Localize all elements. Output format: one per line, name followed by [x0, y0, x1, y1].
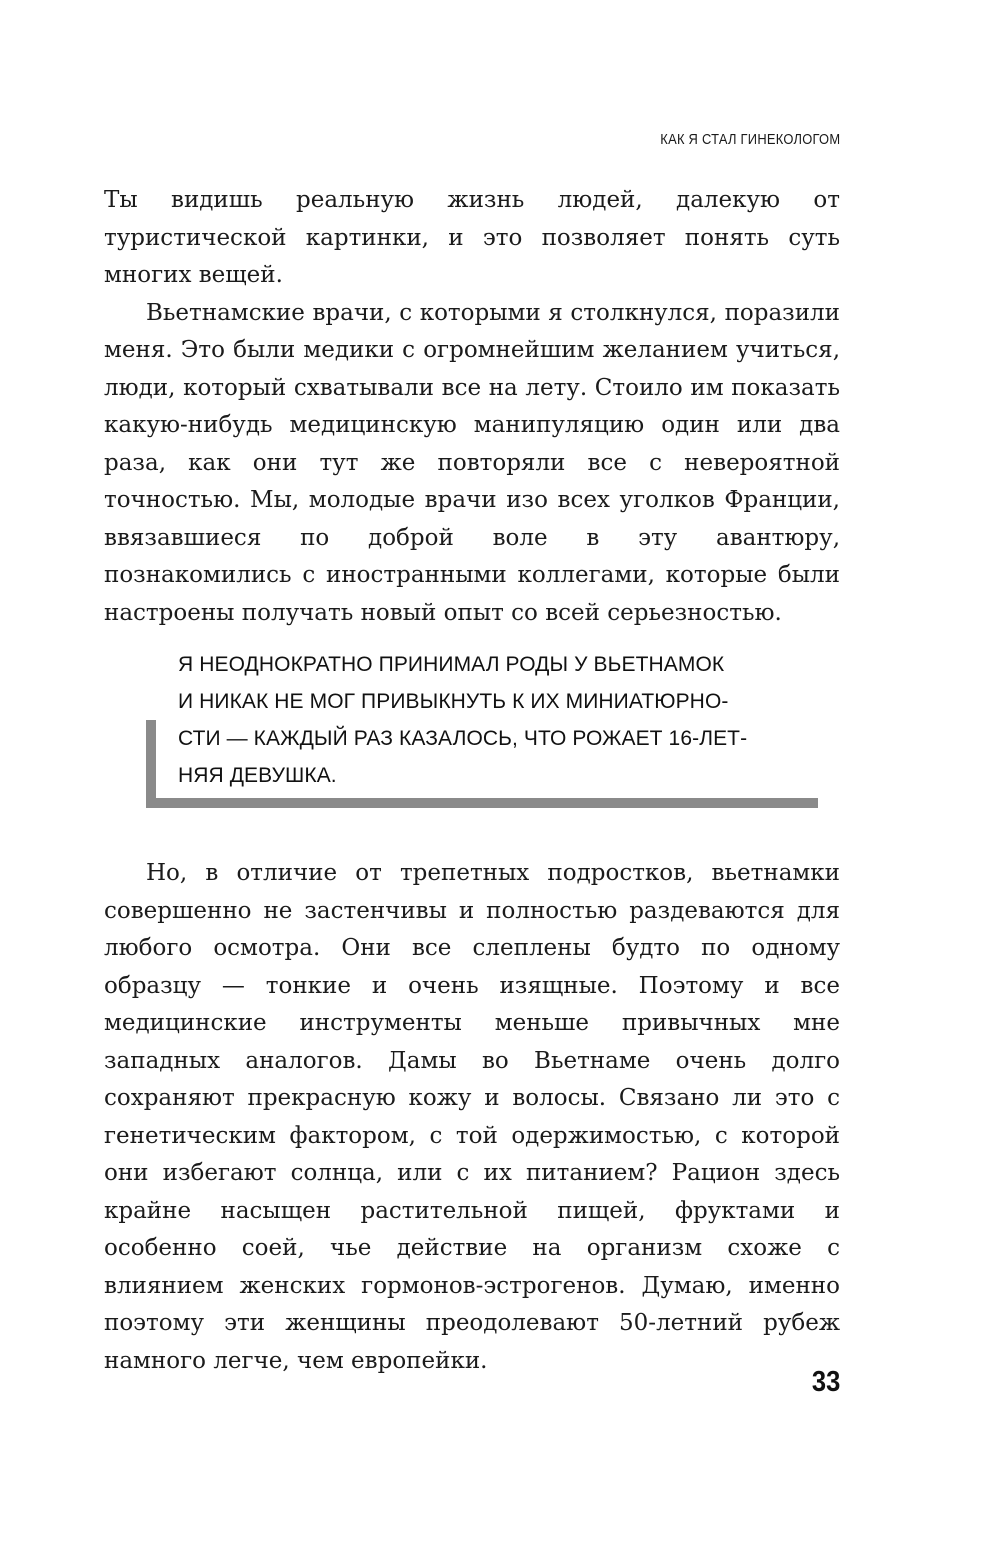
paragraph: Вьетнамские врачи, с которыми я столкнулся, поразили меня. Это были медики с огромнейшим желанием учиться, люди, который схватывали все на лету. Стоило им показать какую-нибудь медицинскую манипуляцию один или два раза, как они тут же повторяли все с невероятной точностью. Мы, молодые врачи изо всех уголков Франции, ввязавшиеся по доброй воле в эту авантюру, познакомились с иностранными коллегами, которые были настроены получать новый опыт со всей серьезностью.: [104, 299, 840, 626]
page-number: 33: [811, 1366, 840, 1398]
pullquote-bar-horizontal: [146, 798, 818, 808]
pullquote-line: И НИКАК НЕ МОГ ПРИВЫКНУТЬ К ИХ МИНИАТЮРНО-: [178, 690, 729, 713]
pullquote-bar-vertical: [146, 720, 156, 808]
pullquote-line: НЯЯ ДЕВУШКА.: [178, 764, 337, 787]
pullquote: [146, 642, 818, 808]
paragraph: Ты видишь реальную жизнь людей, далекую от туристической картинки, и это позволяет понять суть многих вещей.: [104, 187, 840, 288]
pullquote-text: [178, 646, 838, 794]
pullquote-line: Я НЕОДНОКРАТНО ПРИНИМАЛ РОДЫ У ВЬЕТНАМОК: [178, 653, 725, 676]
pullquote-line: СТИ — КАЖДЫЙ РАЗ КАЗАЛОСЬ, ЧТО РОЖАЕТ 16-ЛЕТ-: [178, 727, 748, 750]
text-block-top: [104, 182, 840, 632]
paragraph: Но, в отличие от трепетных подростков, вьетнамки совершенно не застенчивы и полностью раздеваются для любого осмотра. Они все слеплены будто по одному образцу — тонкие и очень изящные. Поэтому и все медицинские инструменты меньше привычных мне западных аналогов. Дамы во Вьетнаме очень долго сохраняют прекрасную кожу и волосы. Связано ли это с генетическим фактором, с той одержимостью, с которой они избегают солнца, или с их питанием? Рацион здесь крайне насыщен растительной пищей, фруктами и особенно соей, чье действие на организм схоже с влиянием женских гормонов-эстрогенов. Думаю, именно поэтому эти женщины преодолевают 50-летний рубеж намного легче, чем европейки.: [104, 860, 840, 1374]
text-block-bottom: [104, 855, 840, 1380]
running-head: КАК Я СТАЛ ГИНЕКОЛОГОМ: [659, 131, 840, 148]
